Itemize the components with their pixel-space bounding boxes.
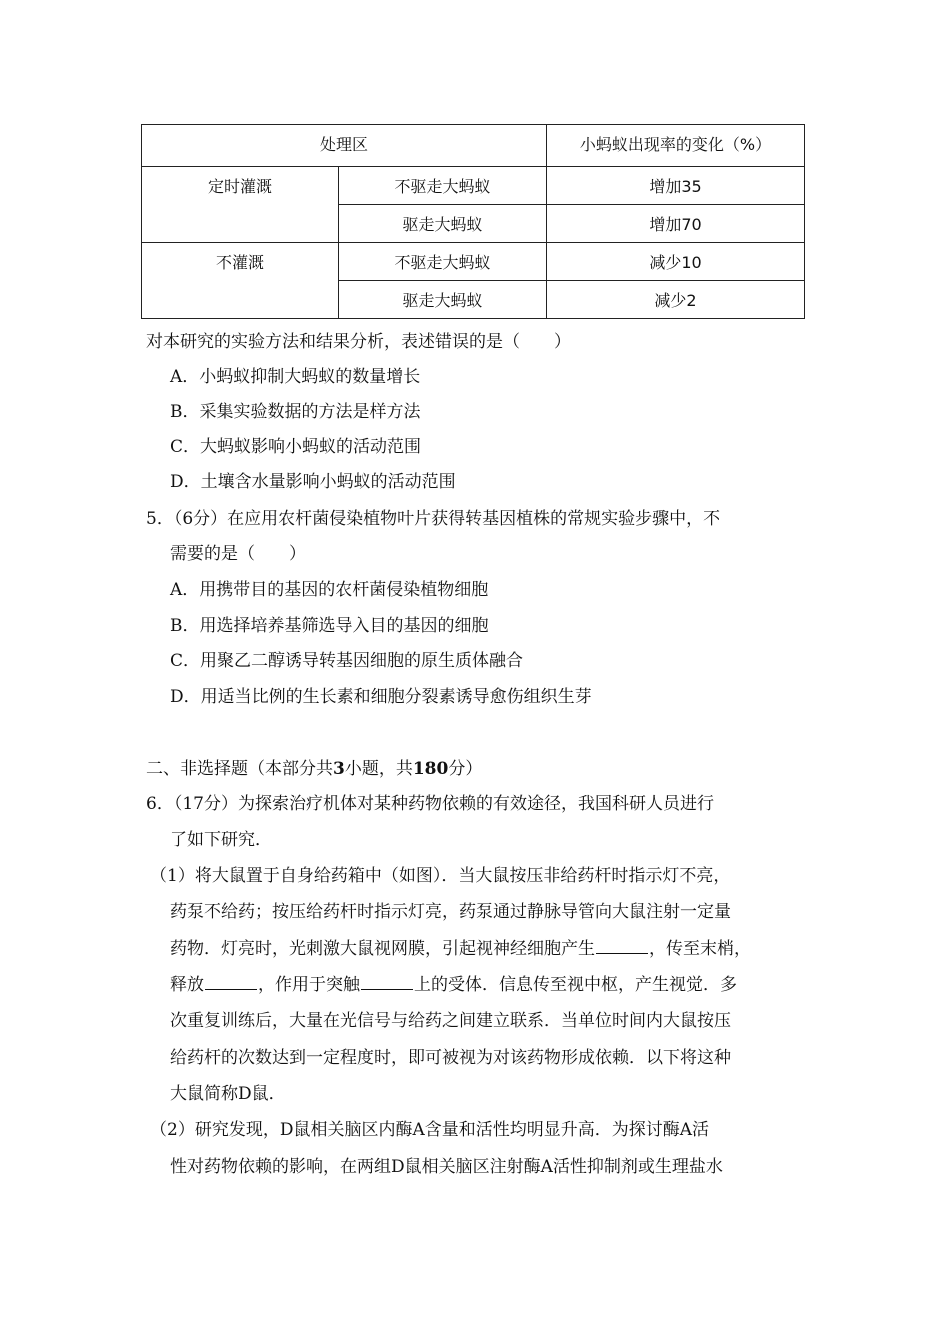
section-2-suffix: 分）	[448, 759, 483, 779]
q6-part1-line3-text-b: ，传至末梢，	[649, 939, 751, 959]
table-header-row	[142, 125, 805, 167]
q6-part1-line1: （1）将大鼠置于自身给药箱中（如图）．当大鼠按压非给药杆时指示灯不亮，	[150, 866, 731, 886]
q5-stem-line1: 5．（6分）在应用农杆菌侵染植物叶片获得转基因植株的常规实验步骤中，不	[146, 509, 721, 529]
q4-option-d: D．土壤含水量影响小蚂蚁的活动范围	[170, 472, 456, 492]
q6-stem-line2: 了如下研究．	[170, 830, 272, 850]
q6-part1-line7: 大鼠简称D鼠．	[170, 1084, 286, 1104]
q6-part1-line6: 给药杆的次数达到一定程度时，即可被视为对该药物形成依赖．以下将这种	[170, 1048, 731, 1068]
section-2-mid: 小题，共	[344, 759, 413, 779]
answer-blank-2[interactable]	[205, 973, 257, 990]
table-cell-change: 增加70	[547, 205, 805, 243]
q4-stem: 对本研究的实验方法和结果分析，表述错误的是（ ）	[146, 332, 571, 352]
q5-option-a: A．用携带目的基因的农杆菌侵染植物细胞	[170, 580, 489, 600]
table-row	[142, 243, 805, 281]
q6-part1-line5: 次重复训练后，大量在光信号与给药之间建立联系．当单位时间内大鼠按压	[170, 1011, 731, 1031]
q6-part1-line4-text-a: 释放	[170, 975, 204, 995]
table-cell-treatment: 不驱走大蚂蚁	[339, 167, 547, 205]
q6-part1-line3-text-a: 药物．灯亮时，光刺激大鼠视网膜，引起视神经细胞产生	[170, 939, 595, 959]
q6-stem-line1: 6．（17分）为探索治疗机体对某种药物依赖的有效途径，我国科研人员进行	[146, 794, 714, 814]
table-cell-treatment: 驱走大蚂蚁	[339, 205, 547, 243]
q4-option-c: C．大蚂蚁影响小蚂蚁的活动范围	[170, 437, 422, 457]
table-header-treatment-area: 处理区	[142, 125, 547, 167]
q4-option-a: A．小蚂蚁抑制大蚂蚁的数量增长	[170, 367, 421, 387]
q4-option-b: B．采集实验数据的方法是样方法	[170, 402, 421, 422]
section-2-count: 3	[333, 759, 345, 779]
q5-option-b: B．用选择培养基筛选导入目的基因的细胞	[170, 616, 489, 636]
q6-part2-line2: 性对药物依赖的影响，在两组D鼠相关脑区注射酶A活性抑制剂或生理盐水	[170, 1157, 723, 1177]
section-2-heading	[146, 757, 482, 781]
table-header-change-rate: 小蚂蚁出现率的变化（%）	[547, 125, 805, 167]
q6-part1-line3	[170, 937, 751, 961]
table-cell-group: 不灌溉	[142, 243, 339, 319]
table-cell-change: 增加35	[547, 167, 805, 205]
q6-part1-line4	[170, 973, 737, 997]
q5-option-c: C．用聚乙二醇诱导转基因细胞的原生质体融合	[170, 651, 524, 671]
section-2-prefix: 二、非选择题（本部分共	[146, 759, 333, 779]
table-cell-change: 减少10	[547, 243, 805, 281]
q5-stem-line2: 需要的是（ ）	[170, 544, 306, 564]
table-cell-group: 定时灌溉	[142, 167, 339, 243]
table-cell-treatment: 不驱走大蚂蚁	[339, 243, 547, 281]
answer-blank-1[interactable]	[596, 937, 648, 954]
table-cell-treatment: 驱走大蚂蚁	[339, 281, 547, 319]
q5-option-d: D．用适当比例的生长素和细胞分裂素诱导愈伤组织生芽	[170, 687, 592, 707]
section-2-score: 180	[412, 759, 449, 779]
q6-part1-line4-text-b: ，作用于突触	[258, 975, 360, 995]
table-cell-change: 减少2	[547, 281, 805, 319]
q6-part1-line4-text-c: 上的受体．信息传至视中枢，产生视觉．多	[414, 975, 737, 995]
ant-experiment-table	[141, 124, 805, 319]
table-row	[142, 167, 805, 205]
answer-blank-3[interactable]	[361, 973, 413, 990]
q6-part2-line1: （2）研究发现，D鼠相关脑区内酶A含量和活性均明显升高．为探讨酶A活	[150, 1120, 709, 1140]
q6-part1-line2: 药泵不给药；按压给药杆时指示灯亮，药泵通过静脉导管向大鼠注射一定量	[170, 902, 731, 922]
